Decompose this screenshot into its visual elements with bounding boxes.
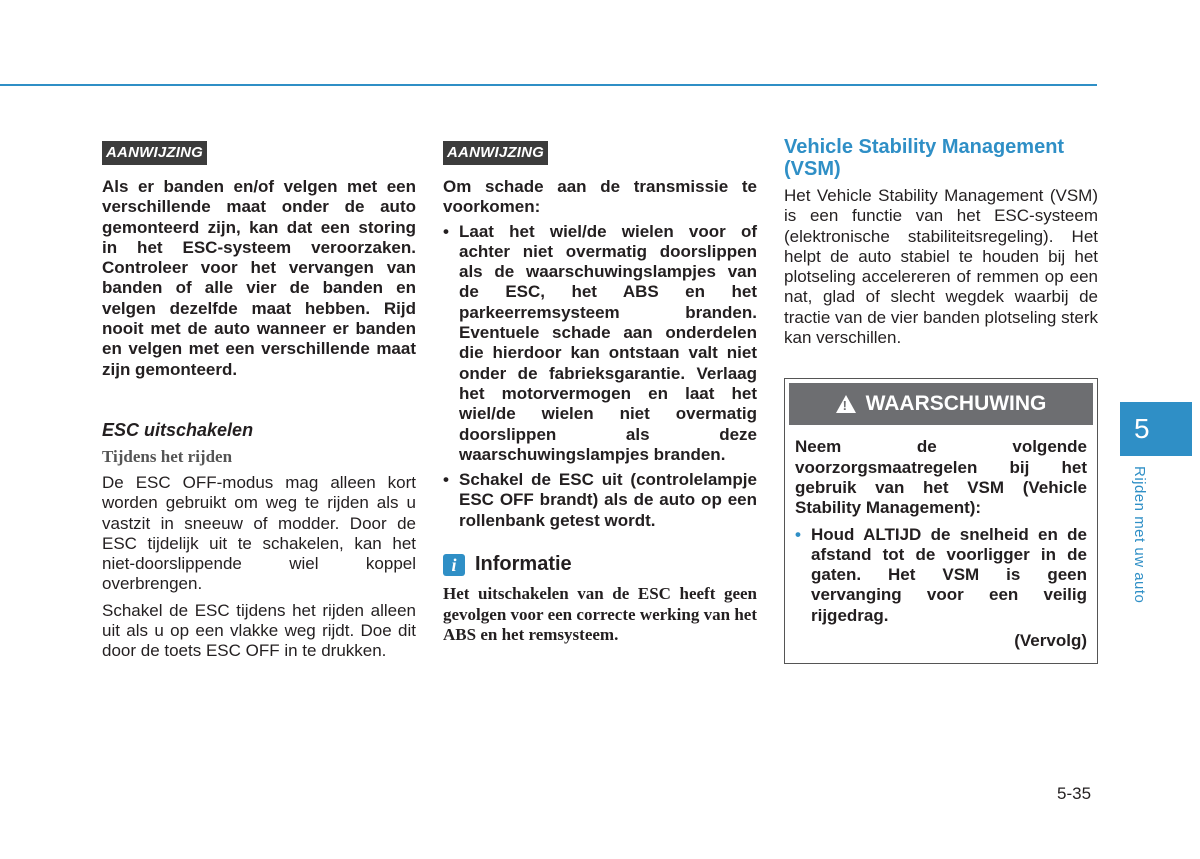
paragraph: Schakel de ESC tijdens het rijden alleen uit als u op een vlakke weg rijdt. Doe dit door de toets ESC OFF in te drukken.	[102, 600, 416, 661]
column-right	[784, 136, 1098, 664]
note-text: Als er banden en/of velgen met een verschillende maat onder de auto gemonteerd zijn, kan dat een storing in het ESC-systeem veroorzaken. Controleer voor het vervangen van banden of alle vier de banden en velgen dezelfde maat hebben. Rijd nooit met de auto wanneer er banden en velgen met een verschillende maat zijn gemonteerd.	[102, 177, 416, 379]
page-number: 5-35	[1057, 784, 1092, 803]
warning-title: WAARSCHUWING	[865, 392, 1047, 416]
bullet-icon: •	[443, 221, 449, 241]
note-block-1	[102, 141, 416, 380]
header-rule	[0, 84, 1097, 86]
list-item: • Laat het wiel/de wielen voor of achter niet overmatig doorslippen als de waarschuwingslampjes van de ESC, het ABS en het parkeerremsysteem branden. Eventuele schade aan onderdelen die hierdoor kan ontstaan valt niet onder de fabrieksgarantie. Verlaag het motorvermogen en laat het wiel/de wielen niet overmatig doorslippen als deze waarschuwingslampjes branden.	[443, 221, 757, 464]
column-middle	[443, 138, 757, 646]
list-item: • Schakel de ESC uit (controlelampje ESC OFF brandt) als de auto op een rollenbank getest wordt.	[443, 470, 757, 530]
warning-content	[785, 429, 1097, 663]
sub-title-driving: Tijdens het rijden	[102, 446, 233, 466]
warning-bullet-list	[795, 525, 1087, 626]
paragraph: Het Vehicle Stability Management (VSM) is een functie van het ESC-systeem (elektronische stabiliteitsregeling). Het helpt de auto stabiel te houden bij het plotseling accelereren of remmen op een nat, glad of slecht wegdek waarbij de tractie van de vier banden plotseling sterk kan verschillen.	[784, 186, 1098, 348]
note-block-2	[443, 141, 757, 531]
bullet-icon: •	[443, 470, 449, 490]
chapter-title-vertical: Rijden met uw auto	[1131, 466, 1148, 604]
info-title: Informatie	[475, 553, 572, 576]
warning-header	[789, 383, 1093, 425]
warning-intro: Neem de volgende voorzorgsmaatregelen bij het gebruik van het VSM (Vehicle Stability Management):	[795, 437, 1087, 518]
note-label: AANWIJZING	[102, 141, 207, 165]
info-text: Het uitschakelen van de ESC heeft geen gevolgen voor een correcte werking van het ABS en het remsysteem.	[443, 584, 757, 645]
section-title-esc-off: ESC uitschakelen	[102, 419, 254, 440]
info-header	[443, 553, 757, 576]
note-label: AANWIJZING	[443, 141, 548, 165]
note-bullet-list	[443, 222, 757, 531]
paragraph: De ESC OFF-modus mag alleen kort worden gebruikt om weg te rijden als u vastzit in sneeuw of modder. Door de ESC tijdelijk uit te schakelen, kan het niet-doorslippende wiel koppel overbrengen.	[102, 472, 416, 594]
warning-triangle-icon: !	[836, 395, 856, 413]
bullet-icon: •	[795, 524, 801, 544]
note-intro: Om schade aan de transmissie te voorkomen:	[443, 177, 757, 217]
column-left	[102, 138, 416, 662]
warning-box	[784, 378, 1098, 664]
info-icon: i	[443, 554, 465, 576]
continued-label: (Vervolg)	[1014, 631, 1087, 651]
list-item: • Houd ALTIJD de snelheid en de afstand tot de voorligger in de gaten. Het VSM is geen vervanging voor een veilig rijgedrag.	[795, 524, 1087, 625]
section-title-vsm: Vehicle Stability Management (VSM)	[784, 136, 1065, 180]
chapter-number-tab: 5	[1120, 402, 1192, 456]
